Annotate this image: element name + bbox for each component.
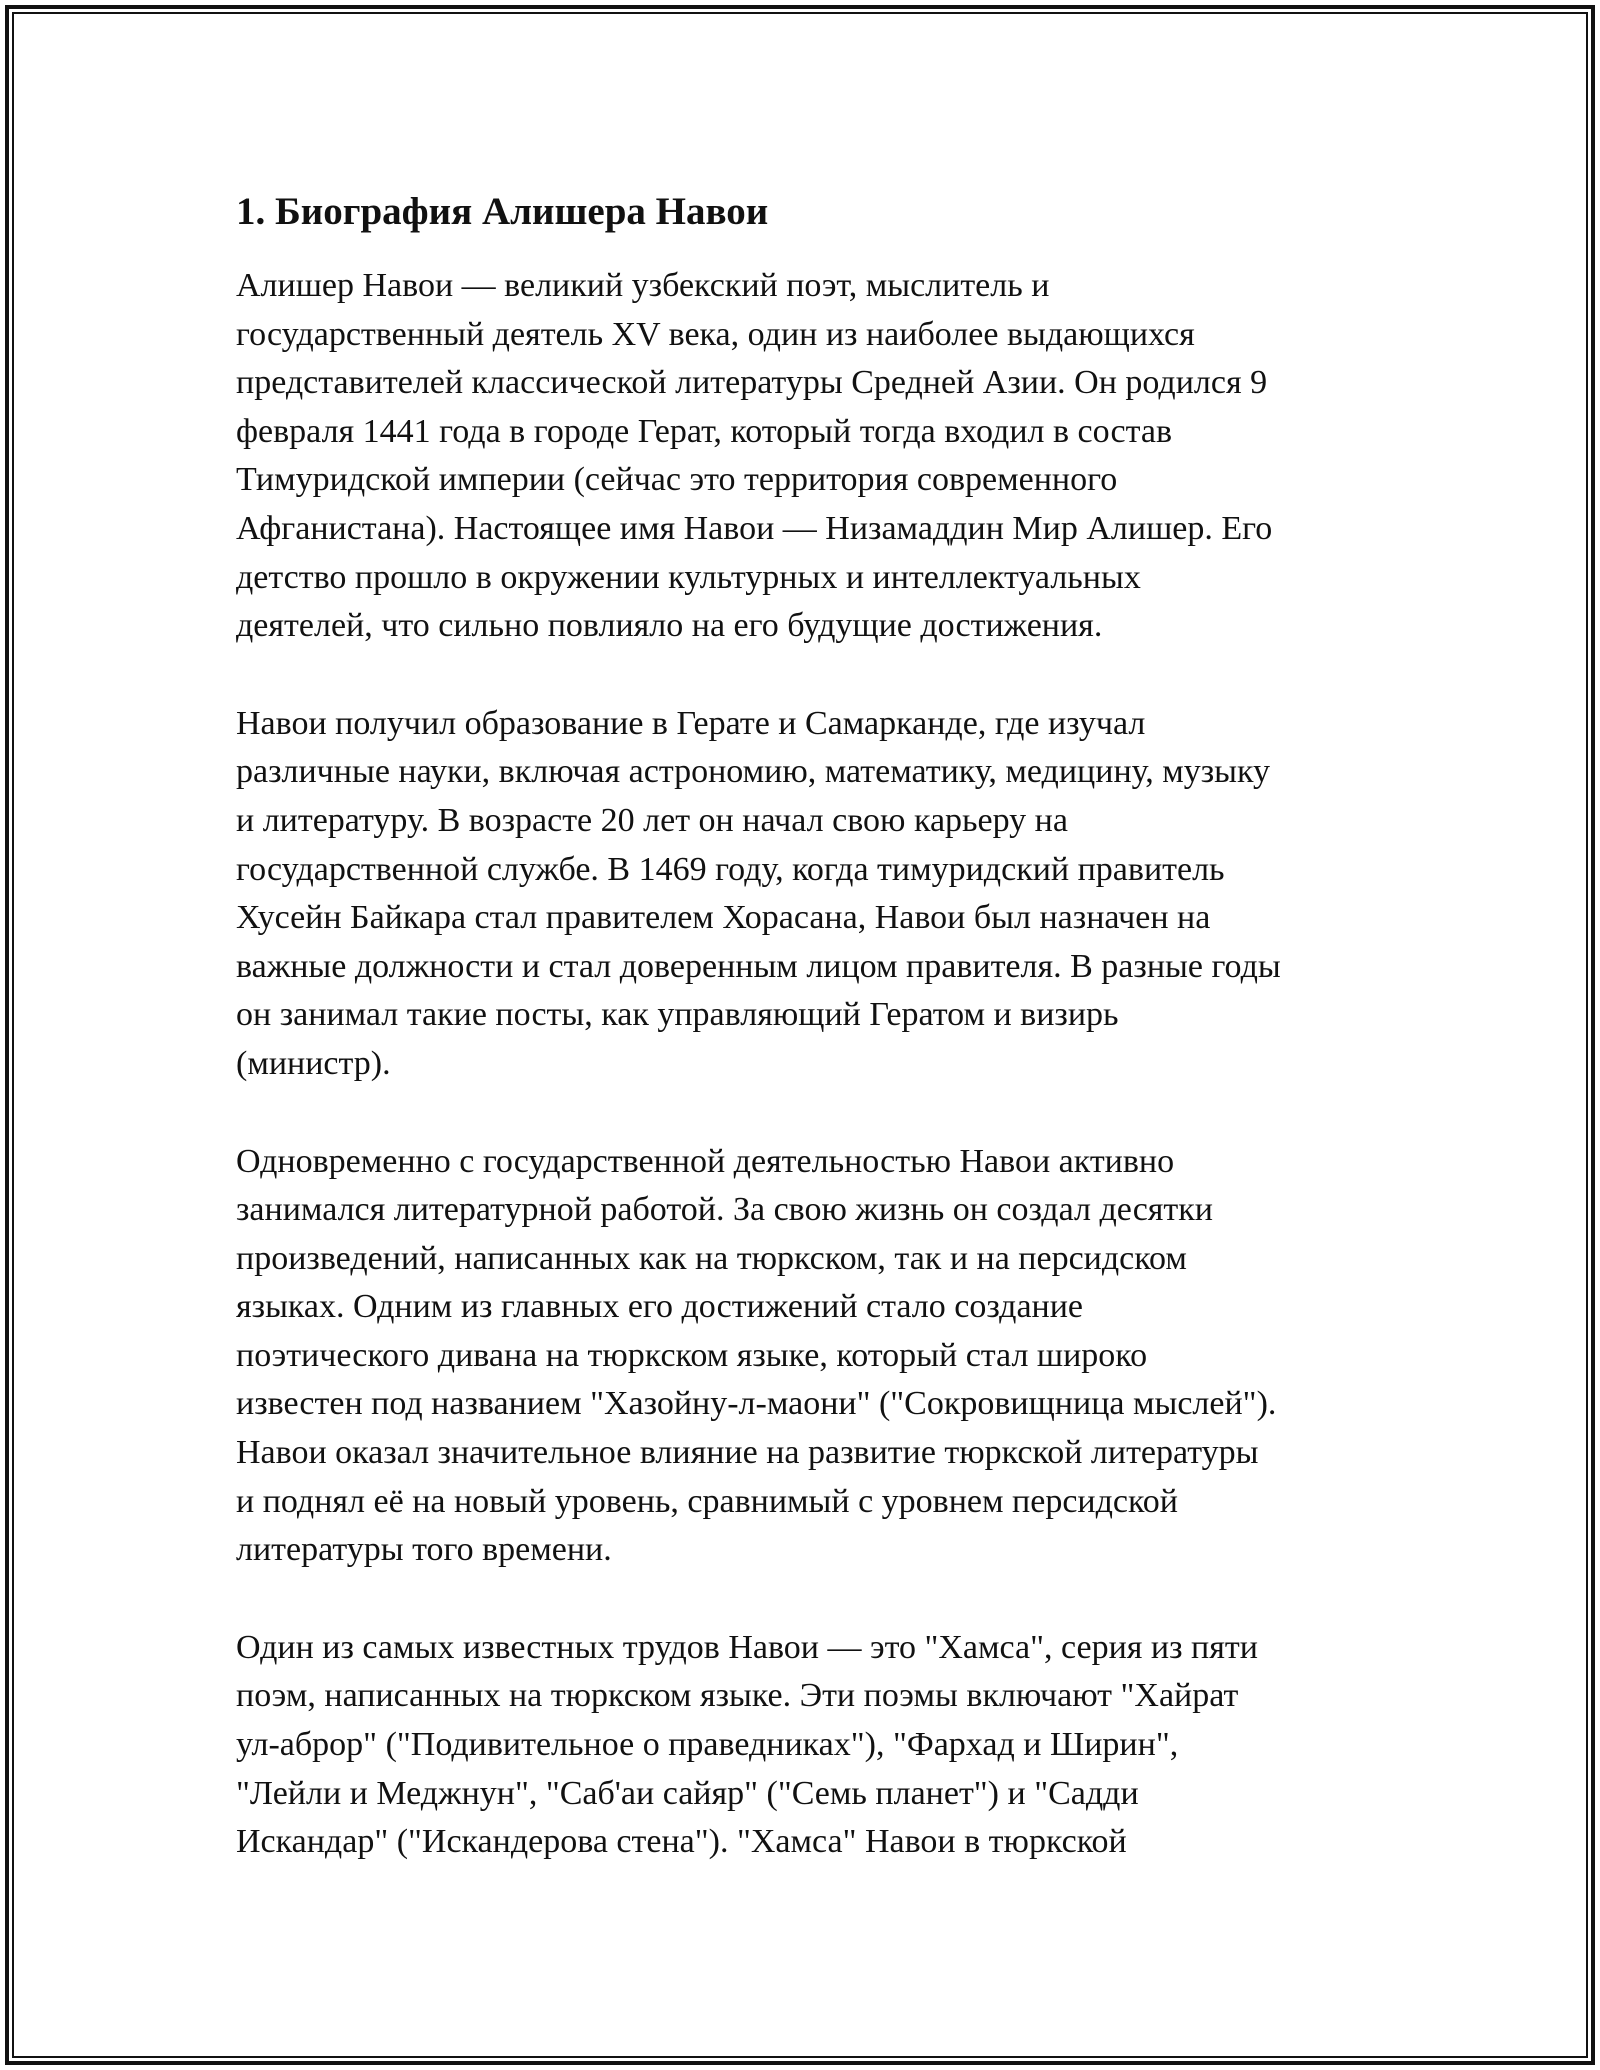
paragraph-line: февраля 1441 года в городе Герат, который тогда входил в состав [236, 412, 1172, 450]
body-paragraph [236, 700, 1376, 1089]
paragraph-line: ул-аброр" ("Подивительное о праведниках"), "Фархад и Ширин", [236, 1726, 1179, 1764]
body-paragraph [236, 1624, 1376, 1867]
paragraph-line: занимался литературной работой. За свою жизнь он создал десятки [236, 1191, 1214, 1229]
paragraph-line: и поднял её на новый уровень, сравнимый с уровнем персидской [236, 1482, 1178, 1520]
paragraph-line: Одновременно с государственной деятельностью Навои активно [236, 1142, 1175, 1180]
paragraph-line: деятелей, что сильно повлияло на его будущие достижения. [236, 607, 1103, 645]
paragraph-line: он занимал такие посты, как управляющий Гератом и визирь [236, 996, 1119, 1034]
paragraph-line: поэм, написанных на тюркском языке. Эти поэмы включают "Хайрат [236, 1677, 1239, 1715]
paragraph-line: детство прошло в окружении культурных и интеллектуальных [236, 558, 1141, 596]
paragraph-line: Навои получил образование в Герате и Самарканде, где изучал [236, 704, 1146, 742]
paragraph-list [236, 262, 1376, 1867]
paragraph-line: Хусейн Байкара стал правителем Хорасана, Навои был назначен на [236, 899, 1211, 937]
paragraph-line: представителей классической литературы Средней Азии. Он родился 9 [236, 364, 1268, 402]
body-paragraph [236, 262, 1376, 651]
paragraph-line: Тимуридской империи (сейчас это территория современного [236, 461, 1118, 499]
paragraph-line: Один из самых известных трудов Навои — это "Хамса", серия из пяти [236, 1628, 1258, 1666]
paragraph-line: Искандар" ("Искандерова стена"). "Хамса" Навои в тюркской [236, 1823, 1127, 1861]
paragraph-line: государственный деятель XV века, один из наиболее выдающихся [236, 315, 1195, 353]
paragraph-line: языках. Одним из главных его достижений стало создание [236, 1288, 1084, 1326]
paragraph-line: произведений, написанных как на тюркском, так и на персидском [236, 1239, 1187, 1277]
paragraph-line: различные науки, включая астрономию, математику, медицину, музыку [236, 753, 1271, 791]
paragraph-line: государственной службе. В 1469 году, когда тимуридский правитель [236, 850, 1225, 888]
paragraph-line: Афганистана). Настоящее имя Навои — Низамаддин Мир Алишер. Его [236, 509, 1273, 547]
paragraph-line: поэтического дивана на тюркском языке, который стал широко [236, 1336, 1148, 1374]
paragraph-line: Навои оказал значительное влияние на развитие тюркской литературы [236, 1434, 1259, 1472]
body-paragraph [236, 1138, 1376, 1575]
paragraph-line: известен под названием "Хазойну-л-маони" ("Сокровищница мыслей"). [236, 1385, 1277, 1423]
paragraph-line: "Лейли и Меджнун", "Саб'аи сайяр" ("Семь планет") и "Садди [236, 1774, 1139, 1812]
paragraph-line: Алишер Навои — великий узбекский поэт, мыслитель и [236, 267, 1050, 304]
section-title: 1. Биография Алишера Навои [236, 190, 769, 233]
paragraph-line: (министр). [236, 1044, 391, 1082]
document-body [236, 186, 1376, 1916]
paragraph-line: важные должности и стал доверенным лицом правителя. В разные годы [236, 947, 1281, 985]
paragraph-line: и литературу. В возрасте 20 лет он начал свою карьеру на [236, 801, 1068, 839]
paragraph-line: литературы того времени. [236, 1531, 612, 1569]
